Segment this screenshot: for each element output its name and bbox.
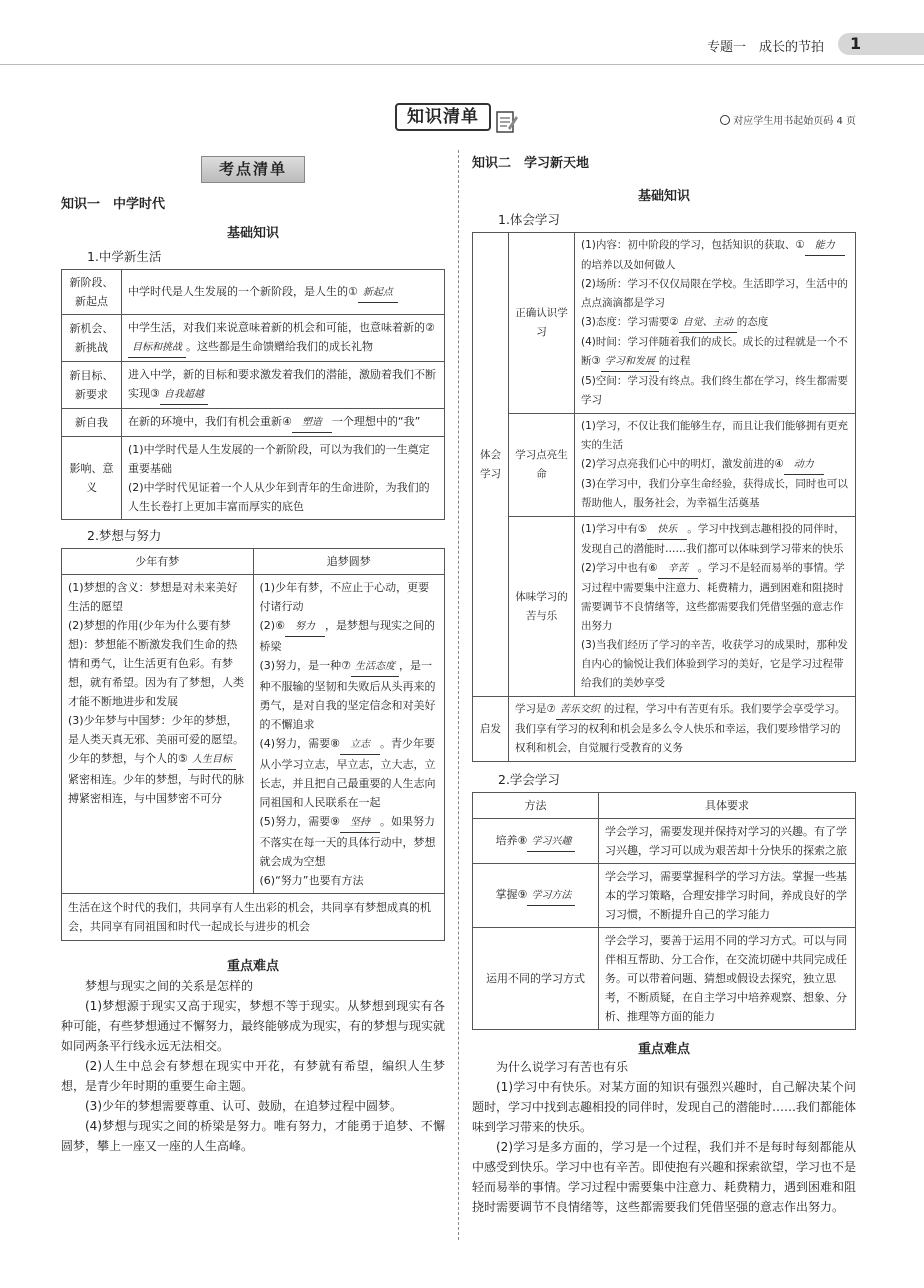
- answer-blank: 努力: [285, 617, 325, 637]
- method-cell: 掌握⑨ 学习方法: [473, 864, 599, 928]
- row-content: 在新的环境中，我们有机会重新④ 塑造 一个理想中的“我”: [122, 409, 445, 437]
- row-content: (1)内容：初中阶段的学习，包括知识的获取、① 能力的培养以及如何做人 (2)场所：学习不仅仅局限在学校。生活即学习，生活中的点点滴滴都是学习 (3)态度：学习需要② 自觉、主动 的态度 (4)时间：学习伴随着我们的成长。成长的过程就是一个不断③ 学习和发展 的过程 (5)空间：学习没有终点。我们终生都在学习，终生都需要学习: [575, 233, 856, 414]
- paragraph: (2)人生中总会有梦想在现实中开花，有梦就有希望，编织人生梦想，是青少年时期的重要生命主题。: [61, 1059, 445, 1093]
- table-row: [62, 437, 445, 520]
- table-row: [62, 270, 445, 315]
- page-number: 1: [850, 34, 862, 53]
- table-row: [62, 315, 445, 362]
- table-header: 追梦圆梦: [253, 549, 445, 575]
- subsection-heading: 1.中学新生活: [87, 249, 162, 264]
- table-row: [62, 362, 445, 409]
- row-key: 新机会、新挑战: [62, 315, 122, 362]
- answer-blank: 学习和发展: [601, 352, 659, 372]
- row-content: 学习是⑦ 苦乐交织 的过程，学习中有苦更有乐。我们要学会享受学习。我们享有学习的权利和机会是多么令人快乐和幸运，我们要珍惜学习的权利和机会，自觉履行受教育的义务: [509, 697, 856, 762]
- row-key: 学习点亮生命: [509, 414, 575, 517]
- table-row: [473, 233, 856, 414]
- key-heading: 重点难点: [637, 1042, 690, 1057]
- requirement-cell: 学会学习，需要掌握科学的学习方法。掌握一些基本的学习策略，合理安排学习时间，养成良好的学习习惯，不断提升自己的学习能力: [599, 864, 856, 928]
- summary-box: 生活在这个时代的我们，共同享有人生出彩的机会，共同享有梦想成真的机会，共同享有同祖国和时代一起成长与进步的机会: [61, 894, 445, 941]
- column-divider: [458, 150, 459, 1240]
- paragraph: (1)梦想源于现实又高于现实，梦想不等于现实。从梦想到现实有各种可能，有些梦想通过不懈努力，最终能够成为现实，有的梦想与现实就如同两条平行线永远无法相交。: [61, 999, 446, 1053]
- table-row: [473, 697, 856, 762]
- answer-blank: 立志: [340, 735, 380, 755]
- knowledge-heading: 知识一 中学时代: [61, 197, 166, 212]
- table-row: [62, 409, 445, 437]
- row-content: 中学生活，对我们来说意味着新的机会和可能，也意味着新的②目标和挑战 。这些都是生命馈赠给我们的成长礼物: [122, 315, 445, 362]
- table-cell: (1)少年有梦，不应止于心动，更要付诸行动 (2)⑥ 努力 ，是梦想与现实之间的桥梁 (3)努力，是一种⑦ 生活态度 ，是一种不服输的坚韧和失败后从头再来的勇气，是对自我的坚定信念和对美好的不懈追求 (4)努力，需要⑧ 立志 。青少年要从小学习立志，早立志，立大志，立长志，并且把自己最重要的人生志向同祖国和人民联系在一起 (5)努力，需要⑨ 坚持 。如果努力不落实在每一天的具体行动中，梦想就会成为空想 (6)“努力”也要有方法: [253, 575, 445, 894]
- row-content: (1)学习中有⑤ 快乐 。学习中找到志趣相投的同伴时，发现自己的潜能时……我们都可以体味到学习带来的快乐 (2)学习中也有⑥ 辛苦 。学习不是轻而易举的事情。学习过程中需要集中注意力、耗费精力，遇到困难和阻挠时需要调节不良情绪等，这些都需要我们凭借坚强的意志作出努力 (3)当我们经历了学习的辛苦，收获学习的成果时，那种发自内心的愉悦让我们体验到学习的美好，它是学习过程带给我们的美妙享受: [575, 517, 856, 697]
- requirement-cell: 学会学习，要善于运用不同的学习方式。可以与同伴相互帮助、分工合作，在交流切磋中共同完成任务。可以带着问题、猜想或假设去探究，独立思考，不断质疑，在自主学习中培养观察、想象、分析、推理等方面的能力: [599, 928, 856, 1030]
- answer-blank: 学习兴趣: [527, 832, 575, 852]
- notebook-icon: [494, 108, 518, 134]
- answer-blank: 苦乐交织: [556, 700, 604, 720]
- answer-blank: 辛苦: [658, 559, 698, 579]
- answer-blank: 学习方法: [527, 886, 575, 906]
- table-row: [473, 819, 856, 864]
- dream-table: [61, 548, 445, 894]
- requirement-cell: 学会学习，需要发现并保持对学习的兴趣。有了学习兴趣，学习可以成为艰苦却十分快乐的探索之旅: [599, 819, 856, 864]
- answer-blank: 动力: [784, 455, 824, 475]
- method-cell: 培养⑧ 学习兴趣: [473, 819, 599, 864]
- answer-blank: 快乐: [647, 520, 687, 540]
- row-content: [122, 437, 445, 520]
- page-number-bar: [838, 33, 924, 55]
- answer-paragraphs: [61, 996, 445, 1156]
- new-life-table: [61, 269, 445, 520]
- knowledge-heading: 知识二 学习新天地: [472, 156, 590, 171]
- paragraph: (2)学习是多方面的，学习是一个过程，我们并不是每时每刻都能从中感受到快乐。学习中也有辛苦。即使抱有兴趣和探索欲望，学习也不是轻而易举的事情。学习过程中需要集中注意力、耗费精力，遇到困难和阻挠时需要调节不良情绪等，这些都需要我们凭借坚强的意志作出努力。: [472, 1140, 857, 1214]
- row-key: 正确认识学习: [509, 233, 575, 414]
- section-title: 专题一 成长的节拍: [706, 40, 824, 55]
- paragraph: (1)学习中有快乐。对某方面的知识有强烈兴趣时，自己解决某个问题时，学习中找到志趣相投的同伴时，发现自己的潜能时……我们都能体味到学习带来的快乐。: [472, 1080, 857, 1134]
- row-content: 中学时代是人生发展的一个新阶段，是人生的① 新起点: [122, 270, 445, 315]
- table-cell: (1)梦想的含义：梦想是对未来美好生活的愿望 (2)梦想的作用(少年为什么要有梦想)：梦想能不断激发我们生命的热情和勇气，让生活更有色彩。有梦想，就有希望。因为有了梦想，人类才能不断地进步和发展 (3)少年梦与中国梦：少年的梦想，是人类天真无邪、美丽可爱的愿望。少年的梦想，与个人的⑤ 人生目标紧密相连。少年的梦想，与时代的脉搏紧密相连，与中国梦密不可分: [62, 575, 254, 894]
- table-row: [473, 414, 856, 517]
- line: (2)中学时代见证着一个人从少年到青年的生命进阶，为我们的人生长卷打上更加丰富而厚实的底色: [128, 481, 430, 513]
- key-heading: 重点难点: [226, 959, 279, 974]
- answer-blank: 生活态度: [351, 657, 399, 677]
- subsection-heading: 2.梦想与努力: [87, 528, 162, 543]
- row-key: 影响、意义: [62, 437, 122, 520]
- row-key: 新自我: [62, 409, 122, 437]
- table-header: 具体要求: [599, 793, 856, 819]
- answer-blank: 坚持: [340, 813, 380, 833]
- row-content: 进入中学，新的目标和要求激发着我们的潜能，激励着我们不断实现③ 自我超越: [122, 362, 445, 409]
- row-key: 新阶段、新起点: [62, 270, 122, 315]
- row-key: 体味学习的苦与乐: [509, 517, 575, 697]
- table-header: 少年有梦: [62, 549, 254, 575]
- basics-heading: 基础知识: [226, 226, 279, 241]
- answer-blank: 目标和挑战: [128, 338, 186, 358]
- row-key: 启发: [473, 697, 509, 762]
- answer-blank: 人生目标: [188, 750, 236, 770]
- basics-heading: 基础知识: [637, 189, 690, 204]
- section-tag: 考点清单: [201, 156, 305, 183]
- header-row: [473, 793, 856, 819]
- row-content: (1)学习，不仅让我们能够生存，而且让我们能够拥有更充实的生活 (2)学习点亮我们心中的明灯，激发前进的④ 动力 (3)在学习中，我们分享生命经验，获得成长，同时也可以帮助他人，服务社会，为幸福生活奠基: [575, 414, 856, 517]
- table-header: 方法: [473, 793, 599, 819]
- left-column: [61, 150, 445, 1156]
- outer-key: 体会学习: [473, 233, 509, 697]
- header-rule: [0, 64, 924, 65]
- answer-blank: 自我超越: [160, 385, 208, 405]
- subsection-heading: 1.体会学习: [498, 212, 560, 227]
- answer-blank: 塑造: [292, 413, 332, 433]
- check-icon: [720, 115, 730, 125]
- line: (1)中学时代是人生发展的一个新阶段，可以为我们的一生奠定重要基础: [128, 443, 430, 475]
- answer-blank: 新起点: [358, 283, 398, 303]
- table-row: [473, 864, 856, 928]
- right-column: [472, 150, 856, 1217]
- answer-blank: 自觉、主动: [679, 313, 737, 333]
- table-row: [473, 517, 856, 697]
- experience-learning-table: [472, 232, 856, 762]
- table-row: [473, 928, 856, 1030]
- row-key: 新目标、新要求: [62, 362, 122, 409]
- answer-blank: 能力: [805, 236, 845, 256]
- answer-paragraphs: [472, 1077, 856, 1217]
- paragraph: (4)梦想与现实之间的桥梁是努力。唯有努力，才能勇于追梦、不懈圆梦，攀上一座又一座的人生高峰。: [61, 1119, 445, 1153]
- question: 为什么说学习有苦也有乐: [496, 1060, 629, 1074]
- subsection-heading: 2.学会学习: [498, 772, 560, 787]
- page-title: 知识清单: [395, 103, 491, 131]
- learn-to-learn-table: [472, 792, 856, 1030]
- method-cell: 运用不同的学习方式: [473, 928, 599, 1030]
- paragraph: (3)少年的梦想需要尊重、认可、鼓励，在追梦过程中圆梦。: [85, 1099, 403, 1113]
- page-header: [0, 30, 924, 60]
- reference-note: 对应学生用书起始页码 4 页: [720, 112, 856, 127]
- question: 梦想与现实之间的关系是怎样的: [85, 979, 254, 993]
